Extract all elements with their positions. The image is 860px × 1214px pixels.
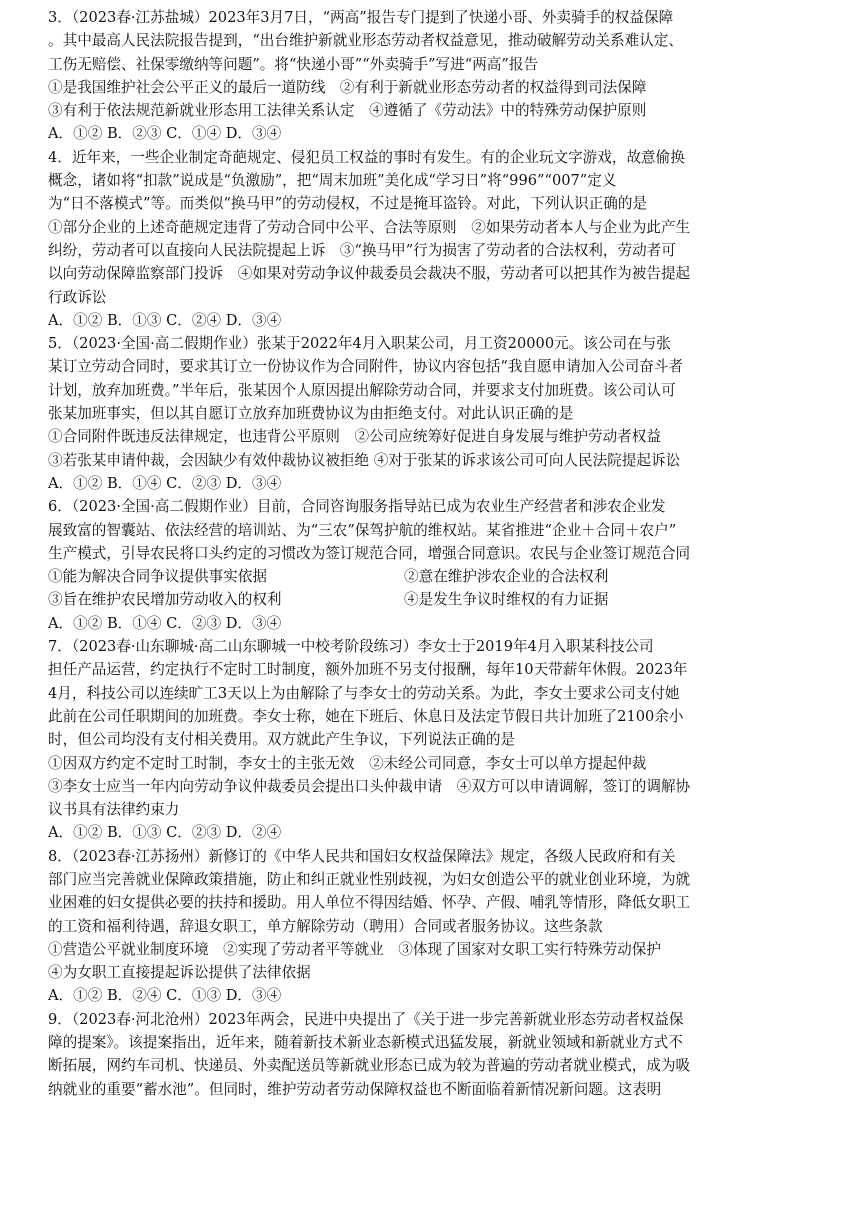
text-line: ③若张某申请仲裁，会因缺少有效仲裁协议被拒绝 ④对于张某的诉求该公司可向人民法院提起诉讼	[48, 451, 681, 469]
text-line: 担任产品运营，约定执行不定时工时制度，额外加班不另支付报酬，每年10天带薪年休假。2023年	[48, 661, 688, 679]
text-line: 的工资和福利待遇，辞退女职工，单方解除劳动（聘用）合同或者服务协议。这些条款	[48, 917, 603, 935]
text-line: 以向劳动保障监察部门投诉 ④如果对劳动争议仲裁委员会裁决不服，劳动者可以把其作为被告提起	[48, 265, 691, 283]
text-line: ③有利于依法规范新就业形态用工法律关系认定 ④遵循了《劳动法》中的特殊劳动保护原则	[48, 102, 647, 120]
text-line: 生产模式，引导农民将口头约定的习惯改为签订规范合同，增强合同意识。农民与企业签订规范合同	[48, 544, 691, 562]
text-line: 障的提案》。该提案指出，近年来，随着新技术新业态新模式迅猛发展，新就业领域和新就业方式不	[48, 1034, 683, 1052]
q6-option-row	[48, 565, 812, 588]
text-line: 5．（2023·全国·高二假期作业）张某于2022年4月入职某公司，月工资20000元。该公司在与张	[48, 335, 671, 353]
text-line: 时，但公司均没有支付相关费用。双方就此产生争议，下列说法正确的是	[48, 731, 516, 749]
text-line: 部门应当完善就业保障政策措施，防止和纠正就业性别歧视，为妇女创造公平的就业创业环境，为就	[48, 870, 691, 888]
answer-choices: A．①② B．①③ C．②④ D．③④	[48, 311, 282, 329]
text-line: 为“日不落模式”等。而类似“换马甲”的劳动侵权，不过是掩耳盗铃。对此，下列认识正确的是	[48, 195, 648, 213]
text-line: 某订立劳动合同时，要求其订立一份协议作为合同附件，协议内容包括“我自愿申请加入公司奋斗者	[48, 358, 683, 376]
text-line: 业困难的妇女提供必要的扶持和援助。用人单位不得因结婚、怀孕、产假、哺乳等情形，降低女职工	[48, 894, 691, 912]
q6-option: ①能为解决合同争议提供事实依据	[48, 568, 267, 586]
text-line: 计划，放弃加班费。”半年后，张某因个人原因提出解除劳动合同，并要求支付加班费。该公司认可	[48, 381, 676, 399]
text-line: 。其中最高人民法院报告提到，“出台维护新就业形态劳动者权益意见，推动破解劳动关系难认定、	[48, 32, 683, 50]
text-line: 工伤无赔偿、社保零缴纳等问题”。将“快递小哥”“外卖骑手”写进“两高”报告	[48, 55, 539, 73]
answer-choices: A．①② B．①④ C．②③ D．③④	[48, 614, 282, 632]
text-line: 7．（2023春·山东聊城·高二山东聊城一中校考阶段练习）李女士于2019年4月入职某科技公司	[48, 638, 654, 656]
text-line: ①营造公平就业制度环境 ②实现了劳动者平等就业 ③体现了国家对女职工实行特殊劳动保护	[48, 940, 661, 958]
text-line: 行政诉讼	[48, 288, 107, 306]
text-line: 9．（2023春·河北沧州）2023年两会，民进中央提出了《关于进一步完善新就业形态劳动者权益保	[48, 1010, 684, 1028]
text-line: 议书具有法律约束力	[48, 801, 180, 819]
text-line: 概念，诸如将“扣款”说成是“负激励”，把“周末加班”美化成“学习日”将“996”“007”定义	[48, 172, 617, 190]
answer-choices: A．①② B．①④ C．②③ D．③④	[48, 474, 282, 492]
text-line: 4月，科技公司以连续旷工3天以上为由解除了与李女士的劳动关系。为此，李女士要求公司支付她	[48, 684, 680, 702]
answer-choices: A．①② B．①③ C．②③ D．②④	[48, 824, 282, 842]
text-line: 纠纷，劳动者可以直接向人民法院提起上诉 ③“换马甲”行为损害了劳动者的合法权利，劳动者可	[48, 241, 676, 259]
text-line: 张某加班事实，但以其自愿订立放弃加班费协议为由拒绝支付。对此认识正确的是	[48, 405, 574, 423]
q6-option: ②意在维护涉农企业的合法权利	[404, 568, 609, 586]
text-line: ①因双方约定不定时工时制，李女士的主张无效 ②未经公司同意，李女士可以单方提起仲裁	[48, 754, 647, 772]
text-line: ①是我国维护社会公平正义的最后一道防线 ②有利于新就业形态劳动者的权益得到司法保障	[48, 78, 647, 96]
text-line: 展致富的智囊站、依法经营的培训站、为“三农”保驾护航的维权站。某省推进“企业＋合同＋农户”	[48, 521, 677, 539]
q6-option: ④是发生争议时维权的有力证据	[404, 591, 609, 609]
q6-option-row	[48, 588, 812, 611]
text-line: 此前在公司任职期间的加班费。李女士称，她在下班后、休息日及法定节假日共计加班了2100余小	[48, 707, 684, 725]
text-line: ③李女士应当一年内向劳动争议仲裁委员会提出口头仲裁申请 ④双方可以申请调解，签订的调解协	[48, 777, 691, 795]
text-line: 纳就业的重要“蓄水池”。但同时，维护劳动者劳动保障权益也不断面临着新情况新问题。这表明	[48, 1080, 662, 1098]
text-line: 6．（2023·全国·高二假期作业）目前，合同咨询服务指导站已成为农业生产经营者和涉农企业发	[48, 498, 666, 516]
answer-choices: A．①② B．②④ C．①③ D．③④	[48, 987, 282, 1005]
text-line: ④为女职工直接提起诉讼提供了法律依据	[48, 964, 311, 982]
text-line: 4．近年来，一些企业制定奇葩规定、侵犯员工权益的事时有发生。有的企业玩文字游戏，故意偷换	[48, 148, 685, 166]
q6-option: ③旨在维护农民增加劳动收入的权利	[48, 591, 282, 609]
text-line: 3．（2023春·江苏盐城）2023年3月7日，“两高”报告专门提到了快递小哥、外卖骑手的权益保障	[48, 9, 674, 26]
answer-choices: A．①② B．②③ C．①④ D．③④	[48, 125, 282, 143]
text-line: 8．（2023春·江苏扬州）新修订的《中华人民共和国妇女权益保障法》规定，各级人民政府和有关	[48, 847, 676, 865]
question-text	[48, 0, 812, 1101]
text-line: ①部分企业的上述奇葩规定违背了劳动合同中公平、合法等原则 ②如果劳动者本人与企业为此产生	[48, 218, 691, 236]
text-line: ①合同附件既违反法律规定，也违背公平原则 ②公司应统筹好促进自身发展与维护劳动者权益	[48, 428, 661, 446]
text-line: 断拓展，网约车司机、快递员、外卖配送员等新就业形态已成为较为普遍的劳动者就业模式，成为吸	[48, 1057, 691, 1075]
